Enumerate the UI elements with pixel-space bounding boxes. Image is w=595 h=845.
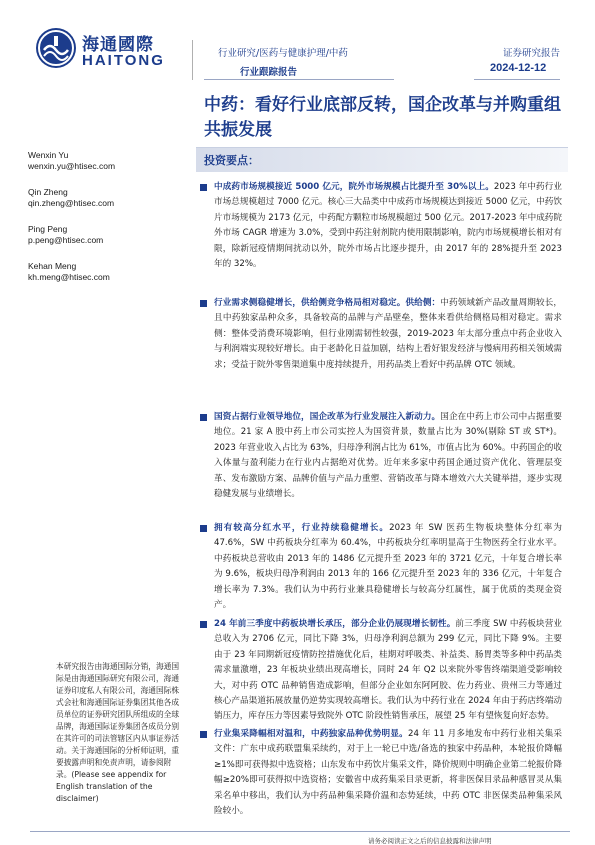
author-entry (28, 150, 188, 172)
footer-divider (30, 831, 570, 832)
distribution-disclaimer: 本研究报告由海通国际分销，海通国际是由海通国际研究有限公司，海通证券印度私人有限公司，海通国际株式会社和海通国际证券集团其他各成员单位的证券研究团队所组成的全球品牌，海通国际证券集团各成员分别在其许可的司法管辖区内从事证券活动。关于海通国际的分析师证明，重要披露声明和免责声明，请参阅附录。(Please see appendix for English translation of the disclaimer) (56, 662, 180, 803)
key-point-lead: 拥有较高分红水平，行业持续稳健增长。 (214, 523, 390, 533)
industry-category: 行业研究/医药与健康护理/中药 (218, 48, 348, 59)
key-point-lead: 国资占据行业领导地位，国企改革为行业发展注入新动力。 (214, 412, 441, 422)
report-title: 中药：看好行业底部反转，国企改革与并购重组共振发展 (204, 95, 561, 140)
date-underline (474, 79, 560, 80)
key-point-text: 2023 年中药行业市场总规模超过 7000 亿元。核心三大品类中中成药市场规模达到接近 5000 亿元，中药饮片市场规模为 2173 亿元，中药配方颗粒市场规模超过 500 亿元。2017-2023 年中成药院外市场 CAGR 增速为 3.0%，受到中药注射剂院内使用限制影响，院内市场规模增长相对有限，除新冠疫情期间扰动以外，院外市场占比逐步提升，由 2017 年的 28%提升至 2023 年的 32%。 (214, 182, 562, 270)
report-type: 行业跟踪报告 (240, 67, 298, 78)
key-point-lead: 行业需求侧稳健增长，供给侧竞争格局相对稳定。供给侧： (214, 298, 441, 308)
header-divider (192, 40, 193, 80)
square-bullet-icon (200, 414, 207, 421)
key-point-paragraph (200, 410, 562, 502)
key-point-paragraph (200, 617, 562, 725)
author-email[interactable]: kh.meng@htisec.com (28, 272, 110, 282)
author-email[interactable]: qin.zheng@htisec.com (28, 198, 115, 208)
author-name: Ping Peng (28, 224, 68, 234)
key-point-lead: 24 年前三季度中药板块增长承压，部分企业仍展现增长韧性。 (214, 619, 456, 629)
author-name: Kehan Meng (28, 261, 77, 271)
key-point-text: 国企在中药上市公司中占据重要地位。21 家 A 股中药上市公司实控人为国资背景，数量占比为 30%(剔除 ST 或 ST*)。2023 年营业收入占比为 63%，归母净利润占比为 61%，市值占比为 60%。中药国企的收入体量与盈利能力在行业内占据绝对优势。近年来多家中药国企通过资产优化、管理层变革、发布激励方案、品牌价值与产品力重塑、营销改革与降本增效六大关键举措，逐步实现稳健发展与业绩增长。 (214, 412, 562, 500)
square-bullet-icon (200, 300, 207, 307)
author-name: Wenxin Yu (28, 150, 69, 160)
key-point-paragraph (200, 521, 562, 613)
author-list (28, 150, 188, 298)
header-underline (204, 79, 394, 80)
author-email[interactable]: wenxin.yu@htisec.com (28, 161, 116, 171)
key-point-lead: 行业集采降幅相对温和，中药独家品种优势明显。 (214, 729, 409, 739)
square-bullet-icon (200, 621, 207, 628)
footer-notice: 请务必阅读正文之后的信息披露和法律声明 (368, 837, 492, 845)
key-points-title: 投资要点： (204, 154, 259, 167)
square-bullet-icon (200, 184, 207, 191)
key-point-text: 中药领域新产品改量周期较长，且中药独家品种众多，具备较高的品牌与产品壁垒，整体来看供给侧格局相对稳定。需求侧：整体受消费环境影响，但行业刚需韧性较强，2019-2023 年太部分重点中药企业收入与利润端实现较好增长。由于老龄化日益加剧，结构上看好银发经济与慢病用药相关领域需求；受益于院外零售渠道集中度持续提升，用药品类上看好中药品牌 OTC 领域。 (214, 298, 562, 370)
author-entry (28, 187, 188, 209)
key-point-lead: 中成药市场规模接近 5000 亿元，院外市场规模占比提升至 30%以上。 (214, 182, 494, 192)
square-bullet-icon (200, 731, 207, 738)
key-point-text: 24 年 11 月多地发布中药行业相关集采文件：广东中成药联盟集采续约，对于上一轮已中选/备选的独家中药品种，本轮报价降幅≥1%即可获得拟中选资格；山东发布中药饮片集采文件，降价规则中明确企业第二轮报价降幅≥20%即可获得拟中选资格；安徽省中成药集采目录更新，将非医保目录品种感冒灵从集采名单中移出，我们认为中药品种集采降价温和态势延续，中药 OTC 非医保类品种集采风险较小。 (214, 729, 562, 817)
key-point-paragraph (200, 727, 562, 819)
author-entry (28, 224, 188, 246)
logo-english-text: HAITONG (82, 52, 165, 69)
logo-emblem-icon (36, 28, 76, 68)
author-email[interactable]: p.peng@htisec.com (28, 235, 104, 245)
author-name: Qin Zheng (28, 187, 68, 197)
company-logo (36, 28, 186, 74)
key-point-paragraph (200, 296, 562, 373)
report-date: 2024-12-12 (490, 62, 547, 74)
key-point-paragraph (200, 180, 562, 272)
report-label: 证券研究报告 (503, 48, 561, 59)
square-bullet-icon (200, 525, 207, 532)
logo-chinese-text: 海通國際 (82, 35, 154, 55)
key-point-text: 前三季度 SW 中药板块营业总收入为 2706 亿元，同比下降 3%，归母净利润总额为 299 亿元，同比下降 9%。主要由于 23 年同期新冠疫情防控措施优化后，桂期对呼吸类、补益类、肠胃类等多种中药品类需求量激增，23 年板块业绩出现高增长，同时 24 年 Q2 以来院外零售终端渠道受影响较大，对中药 OTC 品种销售造成影响，但部分企业如东阿阿胶、佐力药业、贵州三力等通过核心产品渠道拓展放量仍逆势实现较高增长。我们认为中药行业在 2024 年由于药店终端动销压力，库存压力等因素导致院外 OTC 阶段性销售承压，展望 25 年有望恢复向好态势。 (214, 619, 563, 722)
author-entry (28, 261, 188, 283)
key-point-text: 2023 年 SW 医药生物板块整体分红率为 47.6%，SW 中药板块分红率为 60.4%，中药板块分红率明显高于生物医药全行业水平。中药板块总营收由 2013 年的 1486 亿元提升至 2023 年的 3721 亿元，十年复合增长率为 9.6%，板块归母净利润由 2013 年的 166 亿元提升至 2023 年的 336 亿元，十年复合增长率为 7.3%。我们认为中药行业兼具稳健增长与较高分红属性，属于优质的类现金资产。 (214, 523, 562, 611)
